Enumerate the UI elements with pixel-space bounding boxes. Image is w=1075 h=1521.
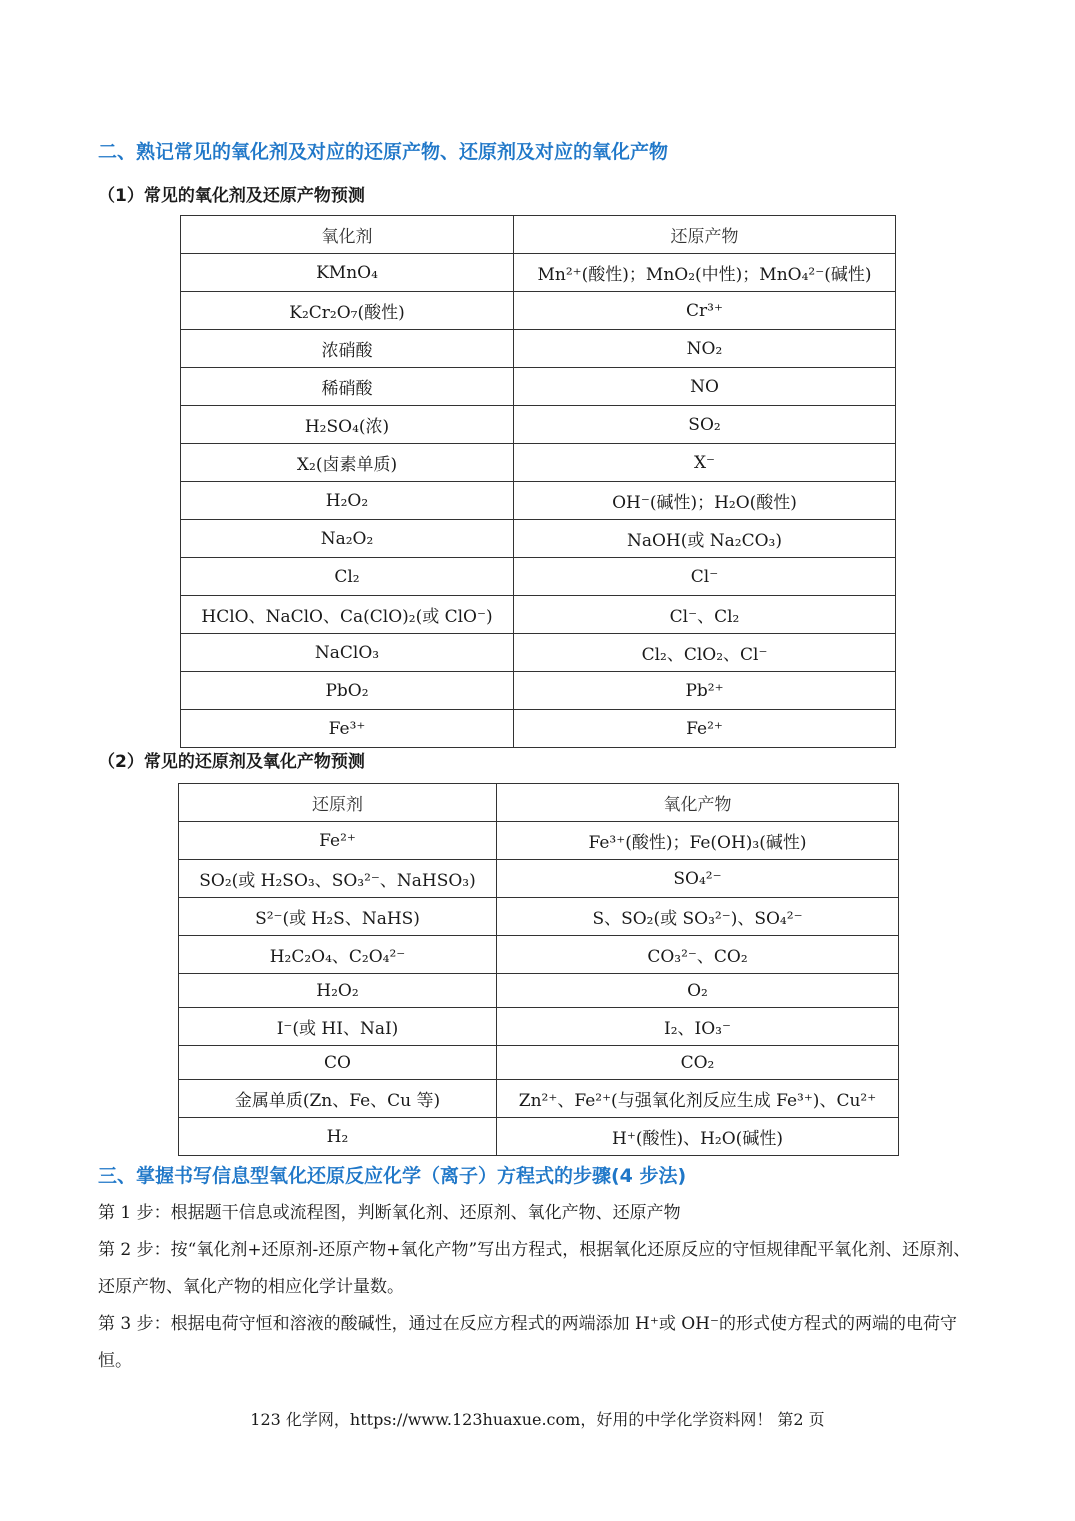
table-cell: S²⁻(或 H₂S、NaHS)	[179, 898, 497, 936]
table-cell: Pb²⁺	[514, 672, 896, 710]
table-cell: PbO₂	[181, 672, 514, 710]
table-cell: 金属单质(Zn、Fe、Cu 等)	[179, 1080, 497, 1118]
table-header-cell: 还原产物	[514, 216, 896, 254]
table-row	[181, 634, 896, 672]
table-cell: CO₃²⁻、CO₂	[497, 936, 899, 974]
table-header-row	[179, 784, 899, 822]
table-cell: NaOH(或 Na₂CO₃)	[514, 520, 896, 558]
table-row	[179, 860, 899, 898]
table-cell: H₂SO₄(浓)	[181, 406, 514, 444]
table-header-cell: 氧化剂	[181, 216, 514, 254]
table-cell: H₂	[179, 1118, 497, 1156]
table-cell: KMnO₄	[181, 254, 514, 292]
table-cell: O₂	[497, 974, 899, 1008]
page-footer: 123 化学网，https://www.123huaxue.com，好用的中学化学资料网！ 第2 页	[250, 1410, 825, 1429]
reductant-table	[178, 783, 899, 1156]
table-row	[179, 1008, 899, 1046]
table-row	[179, 1118, 899, 1156]
table-row	[181, 406, 896, 444]
table-row	[179, 898, 899, 936]
table-row	[181, 368, 896, 406]
table-cell: Cl₂	[181, 558, 514, 596]
subsection-1-title: （1）常见的氧化剂及还原产物预测	[98, 186, 365, 206]
table-cell: Fe³⁺	[181, 710, 514, 748]
table-cell: SO₂	[514, 406, 896, 444]
table-cell: HClO、NaClO、Ca(ClO)₂(或 ClO⁻)	[181, 596, 514, 634]
table-row	[179, 822, 899, 860]
table-row	[181, 710, 896, 748]
table-cell: I₂、IO₃⁻	[497, 1008, 899, 1046]
table-cell: CO	[179, 1046, 497, 1080]
table-cell: SO₄²⁻	[497, 860, 899, 898]
table-cell: Cl₂、ClO₂、Cl⁻	[514, 634, 896, 672]
table-row	[181, 520, 896, 558]
table-cell: S、SO₂(或 SO₃²⁻)、SO₄²⁻	[497, 898, 899, 936]
step-list	[98, 1195, 980, 1380]
step-1: 第 1 步：根据题干信息或流程图，判断氧化剂、还原剂、氧化产物、还原产物	[98, 1203, 681, 1223]
table-header-cell: 还原剂	[179, 784, 497, 822]
oxidant-table	[180, 215, 896, 748]
table-row	[179, 1046, 899, 1080]
table-cell: NO	[514, 368, 896, 406]
table-cell: SO₂(或 H₂SO₃、SO₃²⁻、NaHSO₃)	[179, 860, 497, 898]
table-cell: Fe³⁺(酸性)；Fe(OH)₃(碱性)	[497, 822, 899, 860]
section-2-title: 二、熟记常见的氧化剂及对应的还原产物、还原剂及对应的氧化产物	[98, 141, 669, 163]
table-cell: Mn²⁺(酸性)；MnO₂(中性)；MnO₄²⁻(碱性)	[514, 254, 896, 292]
table-header-cell: 氧化产物	[497, 784, 899, 822]
table-cell: Cl⁻、Cl₂	[514, 596, 896, 634]
table-cell: X₂(卤素单质)	[181, 444, 514, 482]
reductant-table-body	[179, 784, 899, 1156]
table-row	[181, 330, 896, 368]
step-2: 第 2 步：按“氧化剂+还原剂-还原产物+氧化产物”写出方程式，根据氧化还原反应的守恒规律配平氧化剂、还原剂、还原产物、氧化产物的相应化学计量数。	[98, 1240, 971, 1297]
table-cell: Cl⁻	[514, 558, 896, 596]
table-cell: H₂C₂O₄、C₂O₄²⁻	[179, 936, 497, 974]
table-row	[181, 558, 896, 596]
oxidant-table-body	[181, 216, 896, 748]
table-row	[179, 974, 899, 1008]
table-cell: CO₂	[497, 1046, 899, 1080]
table-cell: H₂O₂	[179, 974, 497, 1008]
table-header-row	[181, 216, 896, 254]
table-cell: H₂O₂	[181, 482, 514, 520]
table-row	[181, 254, 896, 292]
table-row	[179, 1080, 899, 1118]
step-3: 第 3 步：根据电荷守恒和溶液的酸碱性，通过在反应方程式的两端添加 H⁺或 OH⁻的形式使方程式的两端的电荷守恒。	[98, 1314, 957, 1371]
table-row	[181, 596, 896, 634]
table-row	[181, 672, 896, 710]
table-cell: Fe²⁺	[514, 710, 896, 748]
table-cell: Zn²⁺、Fe²⁺(与强氧化剂反应生成 Fe³⁺)、Cu²⁺	[497, 1080, 899, 1118]
table-cell: 稀硝酸	[181, 368, 514, 406]
subsection-2-title: （2）常见的还原剂及氧化产物预测	[98, 752, 365, 772]
table-cell: 浓硝酸	[181, 330, 514, 368]
table-cell: Cr³⁺	[514, 292, 896, 330]
table-cell: Fe²⁺	[179, 822, 497, 860]
table-row	[181, 444, 896, 482]
table-cell: OH⁻(碱性)；H₂O(酸性)	[514, 482, 896, 520]
table-cell: X⁻	[514, 444, 896, 482]
section-3-title: 三、掌握书写信息型氧化还原反应化学（离子）方程式的步骤(4 步法)	[98, 1165, 687, 1187]
table-cell: Na₂O₂	[181, 520, 514, 558]
table-cell: H⁺(酸性)、H₂O(碱性)	[497, 1118, 899, 1156]
table-row	[179, 936, 899, 974]
table-cell: I⁻(或 HI、NaI)	[179, 1008, 497, 1046]
table-cell: K₂Cr₂O₇(酸性)	[181, 292, 514, 330]
table-cell: NO₂	[514, 330, 896, 368]
table-cell: NaClO₃	[181, 634, 514, 672]
table-row	[181, 482, 896, 520]
table-row	[181, 292, 896, 330]
